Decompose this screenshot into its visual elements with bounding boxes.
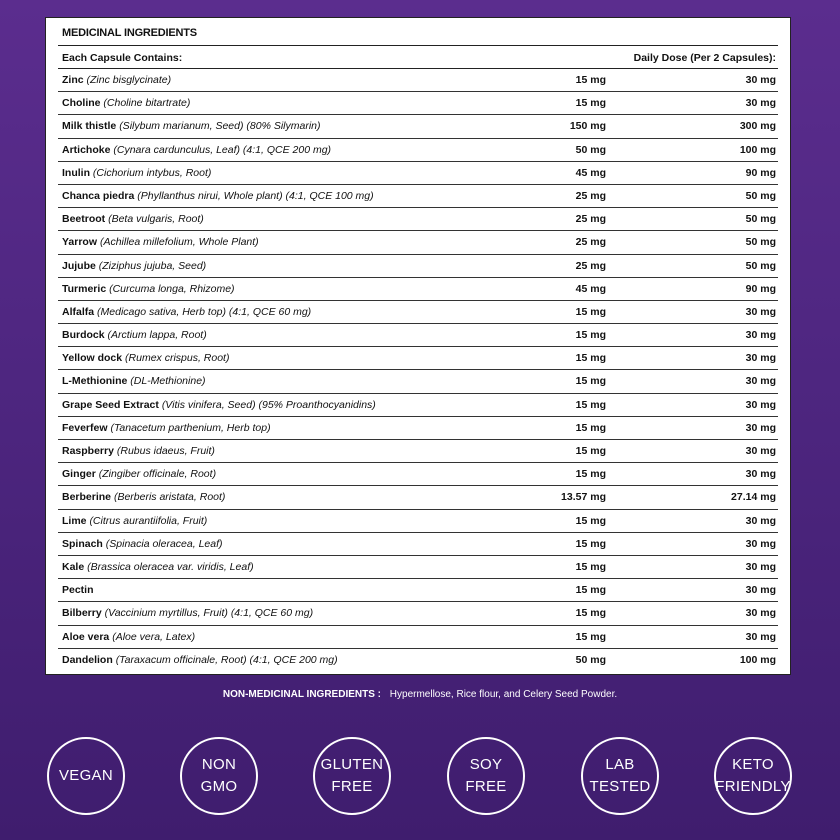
table-row (58, 255, 778, 278)
ingredient-name (62, 468, 216, 480)
per-capsule-amount: 13.57 mg (561, 491, 606, 504)
daily-dose-amount: 300 mg (739, 120, 776, 133)
ingredient-common-name: Yarrow (62, 236, 98, 249)
daily-dose-amount: 30 mg (745, 421, 776, 434)
daily-dose-amount: 30 mg (745, 607, 776, 620)
ingredient-name (62, 329, 207, 341)
ingredient-common-name: Alfalfa (62, 305, 95, 318)
table-row (58, 556, 778, 579)
non-medicinal-text: Hypermellose, Rice flour, and Celery Seed Powder. (389, 689, 618, 700)
badge-label: GMO (200, 778, 238, 795)
per-capsule-amount: 15 mg (575, 630, 606, 643)
table-row (58, 208, 778, 231)
ingredient-detail: (Cichorium intybus, Root) (92, 166, 212, 179)
daily-dose-amount: 30 mg (745, 375, 776, 388)
badge-label: GLUTEN (320, 756, 384, 773)
table-row (58, 162, 778, 185)
daily-dose-amount: 30 mg (745, 329, 776, 342)
per-capsule-amount: 25 mg (575, 213, 606, 226)
per-capsule-amount: 15 mg (575, 74, 606, 86)
ingredient-common-name: Jujube (62, 259, 96, 272)
ingredient-name (62, 352, 229, 364)
ingredient-name (62, 561, 254, 573)
badge-lab-tested (581, 737, 659, 815)
ingredient-detail: (Tanacetum parthenium, Herb top) (110, 421, 271, 434)
ingredient-detail: (Brassica oleracea var. viridis, Leaf) (87, 560, 254, 573)
per-capsule-amount: 25 mg (575, 259, 606, 272)
ingredient-common-name: Milk thistle (62, 120, 117, 133)
daily-dose-amount: 30 mg (745, 537, 776, 550)
per-capsule-amount: 15 mg (575, 445, 606, 457)
badge-soy-free (447, 737, 525, 815)
ingredient-name (62, 375, 206, 387)
ingredient-common-name: Pectin (62, 584, 94, 597)
per-capsule-amount: 50 mg (575, 143, 606, 156)
table-row (58, 139, 778, 162)
table-row (58, 347, 778, 370)
daily-dose-amount: 30 mg (745, 560, 776, 573)
daily-dose-amount: 30 mg (745, 305, 776, 318)
badge-label: VEGAN (58, 767, 113, 784)
ingredient-common-name: Berberine (62, 491, 112, 504)
header-each-capsule: Each Capsule Contains: (62, 52, 183, 64)
daily-dose-amount: 30 mg (745, 514, 776, 527)
table-row (58, 115, 778, 138)
daily-dose-amount: 30 mg (745, 445, 776, 457)
per-capsule-amount: 25 mg (575, 236, 606, 249)
ingredient-detail: (Vitis vinifera, Seed) (95% Proanthocyanidins) (161, 398, 376, 411)
ingredient-name (62, 515, 207, 527)
per-capsule-amount: 15 mg (575, 97, 606, 110)
ingredients-panel (45, 17, 791, 675)
per-capsule-amount: 15 mg (575, 352, 606, 365)
badge-label: TESTED (589, 778, 651, 795)
daily-dose-amount: 30 mg (745, 584, 776, 597)
badge-label: FREE (331, 778, 373, 795)
non-medicinal-ingredients (0, 689, 840, 700)
table-row (58, 440, 778, 463)
table-row (58, 649, 778, 672)
ingredient-common-name: Yellow dock (62, 352, 123, 365)
per-capsule-amount: 15 mg (575, 514, 606, 527)
per-capsule-amount: 45 mg (575, 282, 606, 295)
table-row (58, 533, 778, 556)
ingredient-name (62, 538, 223, 550)
ingredient-name (62, 445, 215, 457)
ingredient-detail: (Citrus aurantiifolia, Fruit) (89, 514, 208, 527)
table-row (58, 92, 778, 115)
ingredient-detail: (Medicago sativa, Herb top) (4:1, QCE 60 mg) (97, 305, 312, 318)
ingredient-common-name: Ginger (62, 468, 96, 481)
ingredient-name (62, 236, 259, 248)
ingredient-common-name: Lime (62, 514, 87, 527)
daily-dose-amount: 30 mg (745, 97, 776, 110)
title-divider (58, 45, 778, 46)
daily-dose-amount: 50 mg (745, 213, 776, 226)
badge-label: FREE (465, 778, 507, 795)
panel-title: MEDICINAL INGREDIENTS (62, 27, 197, 39)
per-capsule-amount: 15 mg (575, 421, 606, 434)
table-row (58, 370, 778, 393)
per-capsule-amount: 150 mg (569, 120, 606, 133)
table-row (58, 510, 778, 533)
ingredient-detail: (Zingiber officinale, Root) (98, 468, 217, 481)
per-capsule-amount: 15 mg (575, 468, 606, 481)
daily-dose-amount: 30 mg (745, 468, 776, 481)
daily-dose-amount: 90 mg (745, 282, 776, 295)
ingredient-common-name: Kale (62, 560, 85, 573)
non-medicinal-label: NON-MEDICINAL INGREDIENTS : (222, 689, 382, 700)
ingredient-name (62, 167, 211, 179)
badge-keto-friendly (714, 737, 792, 815)
ingredient-detail: (Ziziphus jujuba, Seed) (98, 259, 207, 272)
table-row (58, 185, 778, 208)
badge-gluten-free (313, 737, 391, 815)
per-capsule-amount: 45 mg (575, 166, 606, 179)
per-capsule-amount: 15 mg (575, 305, 606, 318)
per-capsule-amount: 15 mg (575, 375, 606, 388)
table-row (58, 278, 778, 301)
badge-label: FRIENDLY (715, 778, 791, 795)
daily-dose-amount: 50 mg (745, 236, 776, 249)
header-daily-dose: Daily Dose (Per 2 Capsules): (633, 52, 776, 64)
ingredient-detail: (Zinc bisglycinate) (86, 74, 172, 86)
ingredient-common-name: Feverfew (62, 421, 108, 434)
ingredient-detail: (Aloe vera, Latex) (112, 630, 196, 643)
per-capsule-amount: 15 mg (575, 607, 606, 620)
per-capsule-amount: 15 mg (575, 560, 606, 573)
ingredient-common-name: Beetroot (62, 213, 106, 226)
ingredient-detail: (Curcuma longa, Rhizome) (109, 282, 235, 295)
daily-dose-amount: 100 mg (739, 143, 776, 156)
badge-label: NON (201, 756, 237, 773)
ingredient-common-name: Grape Seed Extract (62, 398, 159, 411)
ingredient-detail: (Silybum marianum, Seed) (80% Silymarin) (119, 120, 321, 133)
table-row (58, 463, 778, 486)
ingredient-name (62, 422, 271, 434)
ingredient-detail: (Rubus idaeus, Fruit) (116, 445, 215, 457)
ingredient-name (62, 607, 313, 619)
table-row (58, 626, 778, 649)
ingredient-common-name: Burdock (62, 329, 105, 342)
ingredient-name (62, 584, 94, 596)
daily-dose-amount: 30 mg (745, 398, 776, 411)
ingredient-name (62, 306, 311, 318)
ingredient-name (62, 260, 206, 272)
daily-dose-amount: 50 mg (745, 259, 776, 272)
table-row (58, 324, 778, 347)
badge-non-gmo (180, 737, 258, 815)
ingredient-detail: (Phyllanthus nirui, Whole plant) (4:1, QCE 100 mg) (137, 189, 374, 202)
ingredient-detail: (DL-Methionine) (130, 375, 206, 388)
certification-badges (0, 737, 840, 827)
ingredient-detail: (Rumex crispus, Root) (125, 352, 230, 365)
ingredient-common-name: Spinach (62, 537, 103, 550)
ingredient-common-name: L-Methionine (62, 375, 128, 388)
ingredient-table (58, 69, 778, 672)
ingredient-name (62, 283, 235, 295)
daily-dose-amount: 30 mg (745, 352, 776, 365)
per-capsule-amount: 25 mg (575, 189, 606, 202)
ingredient-detail: (Beta vulgaris, Root) (108, 213, 204, 226)
ingredient-detail: (Achillea millefolium, Whole Plant) (99, 236, 259, 249)
ingredient-name (62, 213, 204, 225)
ingredient-common-name: Raspberry (62, 445, 114, 457)
ingredient-common-name: Dandelion (62, 653, 113, 666)
table-row (58, 69, 778, 92)
daily-dose-amount: 30 mg (745, 74, 776, 86)
ingredient-name (62, 144, 331, 156)
ingredient-common-name: Chanca piedra (62, 189, 135, 202)
daily-dose-amount: 50 mg (745, 189, 776, 202)
per-capsule-amount: 15 mg (575, 329, 606, 342)
ingredient-detail: (Arctium lappa, Root) (107, 329, 207, 342)
ingredient-name (62, 654, 338, 666)
table-row (58, 231, 778, 254)
ingredient-name (62, 97, 190, 109)
ingredient-name (62, 631, 195, 643)
table-row (58, 417, 778, 440)
daily-dose-amount: 27.14 mg (731, 491, 776, 504)
daily-dose-amount: 90 mg (745, 166, 776, 179)
ingredient-detail: (Cynara cardunculus, Leaf) (4:1, QCE 200 mg) (113, 143, 332, 156)
ingredient-name (62, 491, 225, 503)
ingredient-detail: (Spinacia oleracea, Leaf) (105, 537, 223, 550)
ingredient-common-name: Choline (62, 97, 101, 110)
badge-label: KETO (732, 756, 774, 773)
badge-vegan (47, 737, 125, 815)
ingredient-common-name: Bilberry (62, 607, 102, 620)
badge-label: SOY (469, 756, 503, 773)
ingredient-name (62, 399, 376, 411)
daily-dose-amount: 30 mg (745, 630, 776, 643)
badge-label: LAB (605, 756, 635, 773)
ingredient-name (62, 74, 171, 86)
ingredient-common-name: Inulin (62, 166, 90, 179)
per-capsule-amount: 15 mg (575, 584, 606, 597)
table-row (58, 579, 778, 602)
table-row (58, 486, 778, 509)
daily-dose-amount: 100 mg (739, 653, 776, 666)
per-capsule-amount: 50 mg (575, 653, 606, 666)
ingredient-common-name: Zinc (62, 74, 84, 86)
table-row (58, 602, 778, 625)
per-capsule-amount: 15 mg (575, 537, 606, 550)
ingredient-name (62, 120, 321, 132)
table-row (58, 394, 778, 417)
ingredient-detail: (Berberis aristata, Root) (113, 491, 226, 504)
ingredient-detail: (Choline bitartrate) (103, 97, 191, 110)
per-capsule-amount: 15 mg (575, 398, 606, 411)
ingredient-common-name: Artichoke (62, 143, 111, 156)
ingredient-detail: (Vaccinium myrtillus, Fruit) (4:1, QCE 60 mg) (104, 607, 314, 620)
table-header (62, 52, 776, 66)
ingredient-common-name: Turmeric (62, 282, 107, 295)
ingredient-common-name: Aloe vera (62, 630, 110, 643)
ingredient-detail: (Taraxacum officinale, Root) (4:1, QCE 200 mg) (115, 653, 338, 666)
ingredient-name (62, 190, 374, 202)
table-row (58, 301, 778, 324)
